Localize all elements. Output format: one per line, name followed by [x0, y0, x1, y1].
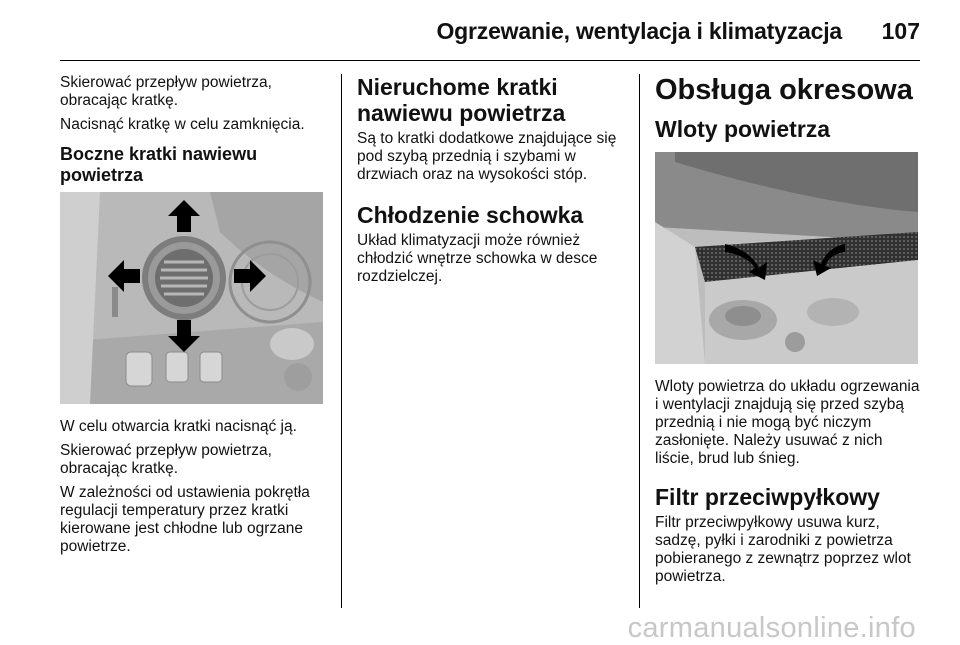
column-2	[357, 74, 625, 292]
header-rule	[60, 60, 920, 61]
air-inlet-illustration	[655, 152, 918, 364]
side-vent-diagram	[60, 192, 323, 404]
heading-maintenance: Obsługa okresowa	[655, 74, 913, 106]
page-number: 107	[881, 18, 920, 44]
column-divider-1	[341, 74, 342, 608]
paragraph-air-inlets: Wloty powietrza do układu ogrzewania i wentylacji znajdują się przed szybą przednią i nie mogą być niczym zasłonięte. Należy usuwać z nich liście, brud lub śnieg.	[655, 378, 920, 467]
watermark: carmanualsonline.info	[627, 612, 916, 644]
heading-side-vents: Boczne kratki nawiewu powietrza	[60, 144, 258, 185]
paragraph-direct-airflow: Skierować przepływ powietrza, obracając kratkę.	[60, 74, 272, 109]
column-1	[60, 74, 325, 562]
paragraph-rotate-vent: Skierować przepływ powietrza, obracając kratkę.	[60, 442, 272, 477]
paragraph-fixed-vents: Są to kratki dodatkowe znajdujące się pod szybą przednią i szybami w drzwiach oraz na wysokości stóp.	[357, 130, 617, 183]
air-inlet-diagram	[655, 152, 918, 364]
heading-pollen-filter: Filtr przeciwpyłkowy	[655, 484, 880, 510]
side-vent-illustration	[60, 192, 323, 404]
page-header-title: Ogrzewanie, wentylacja i klimatyzacja	[436, 18, 842, 44]
paragraph-close-vent: Nacisnąć kratkę w celu zamknięcia.	[60, 116, 305, 133]
paragraph-glovebox-cooling: Układ klimatyzacji może również chłodzić wnętrze schowka w desce rozdzielczej.	[357, 232, 598, 285]
paragraph-pollen-filter: Filtr przeciwpyłkowy usuwa kurz, sadzę, pyłki i zarodniki z powietrza pobieranego z zewnątrz poprzez wlot powietrza.	[655, 514, 911, 585]
paragraph-temperature: W zależności od ustawienia pokrętła regulacji temperatury przez kratki kierowane jest chłodne lub ogrzane powietrze.	[60, 484, 310, 555]
heading-air-inlets: Wloty powietrza	[655, 116, 831, 142]
column-3	[655, 74, 923, 592]
heading-fixed-vents: Nieruchome kratki nawiewu powietrza	[357, 74, 566, 126]
heading-glovebox-cooling: Chłodzenie schowka	[357, 202, 584, 228]
paragraph-open-vent: W celu otwarcia kratki nacisnąć ją.	[60, 418, 297, 435]
column-divider-2	[639, 74, 640, 608]
